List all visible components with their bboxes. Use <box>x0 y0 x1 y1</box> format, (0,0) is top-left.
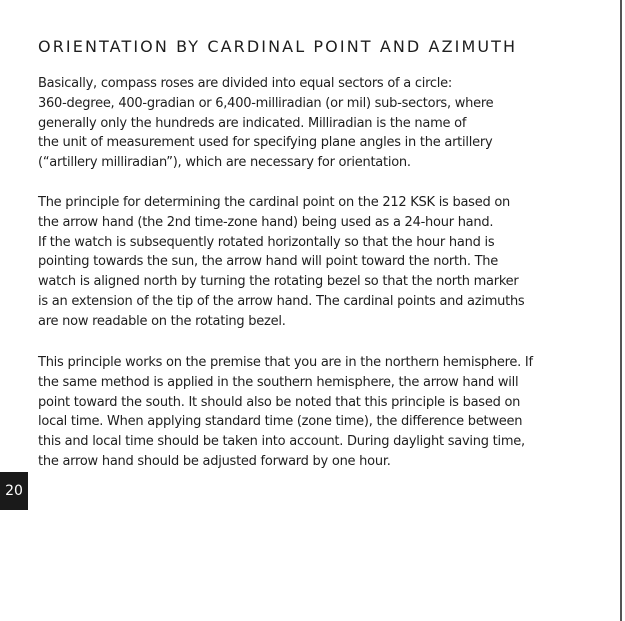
text-line: the same method is applied in the southern hemisphere, the arrow hand will <box>38 374 519 390</box>
text-line: are now readable on the rotating bezel. <box>38 313 286 329</box>
text-line: This principle works on the premise that you are in the northern hemisphere. If <box>38 355 533 370</box>
text-line: watch is aligned north by turning the rotating bezel so that the north marker <box>38 274 519 290</box>
text-line: 360-degree, 400-gradian or 6,400-milliradian (or mil) sub-sectors, where <box>38 95 494 111</box>
text-line: point toward the south. It should also be noted that this principle is based on <box>38 394 521 410</box>
paragraph-cardinal-principle <box>38 193 598 332</box>
page-edge-rule <box>620 0 622 621</box>
text-line: the unit of measurement used for specifying plane angles in the artillery <box>38 135 493 151</box>
page-title: ORIENTATION BY CARDINAL POINT AND AZIMUTH <box>38 37 518 56</box>
text-line: (“artillery milliradian”), which are necessary for orientation. <box>38 155 411 171</box>
text-line: Basically, compass roses are divided into equal sectors of a circle: <box>38 76 453 91</box>
page-number: 20 <box>5 483 23 499</box>
paragraph-hemisphere-note <box>38 353 598 472</box>
text-line: pointing towards the sun, the arrow hand will point toward the north. The <box>38 254 499 270</box>
text-line: the arrow hand (the 2nd time-zone hand) being used as a 24-hour hand. <box>38 214 494 230</box>
text-line: this and local time should be taken into account. During daylight saving time, <box>38 434 525 450</box>
text-line: is an extension of the tip of the arrow hand. The cardinal points and azimuths <box>38 293 525 309</box>
paragraph-compass-roses <box>38 74 598 173</box>
text-line: The principle for determining the cardinal point on the 212 KSK is based on <box>38 195 511 210</box>
page-number-tab <box>0 472 28 510</box>
text-line: generally only the hundreds are indicated. Milliradian is the name of <box>38 115 467 131</box>
text-line: If the watch is subsequently rotated horizontally so that the hour hand is <box>38 234 495 250</box>
text-line: the arrow hand should be adjusted forward by one hour. <box>38 453 391 469</box>
text-line: local time. When applying standard time (zone time), the difference between <box>38 414 523 430</box>
